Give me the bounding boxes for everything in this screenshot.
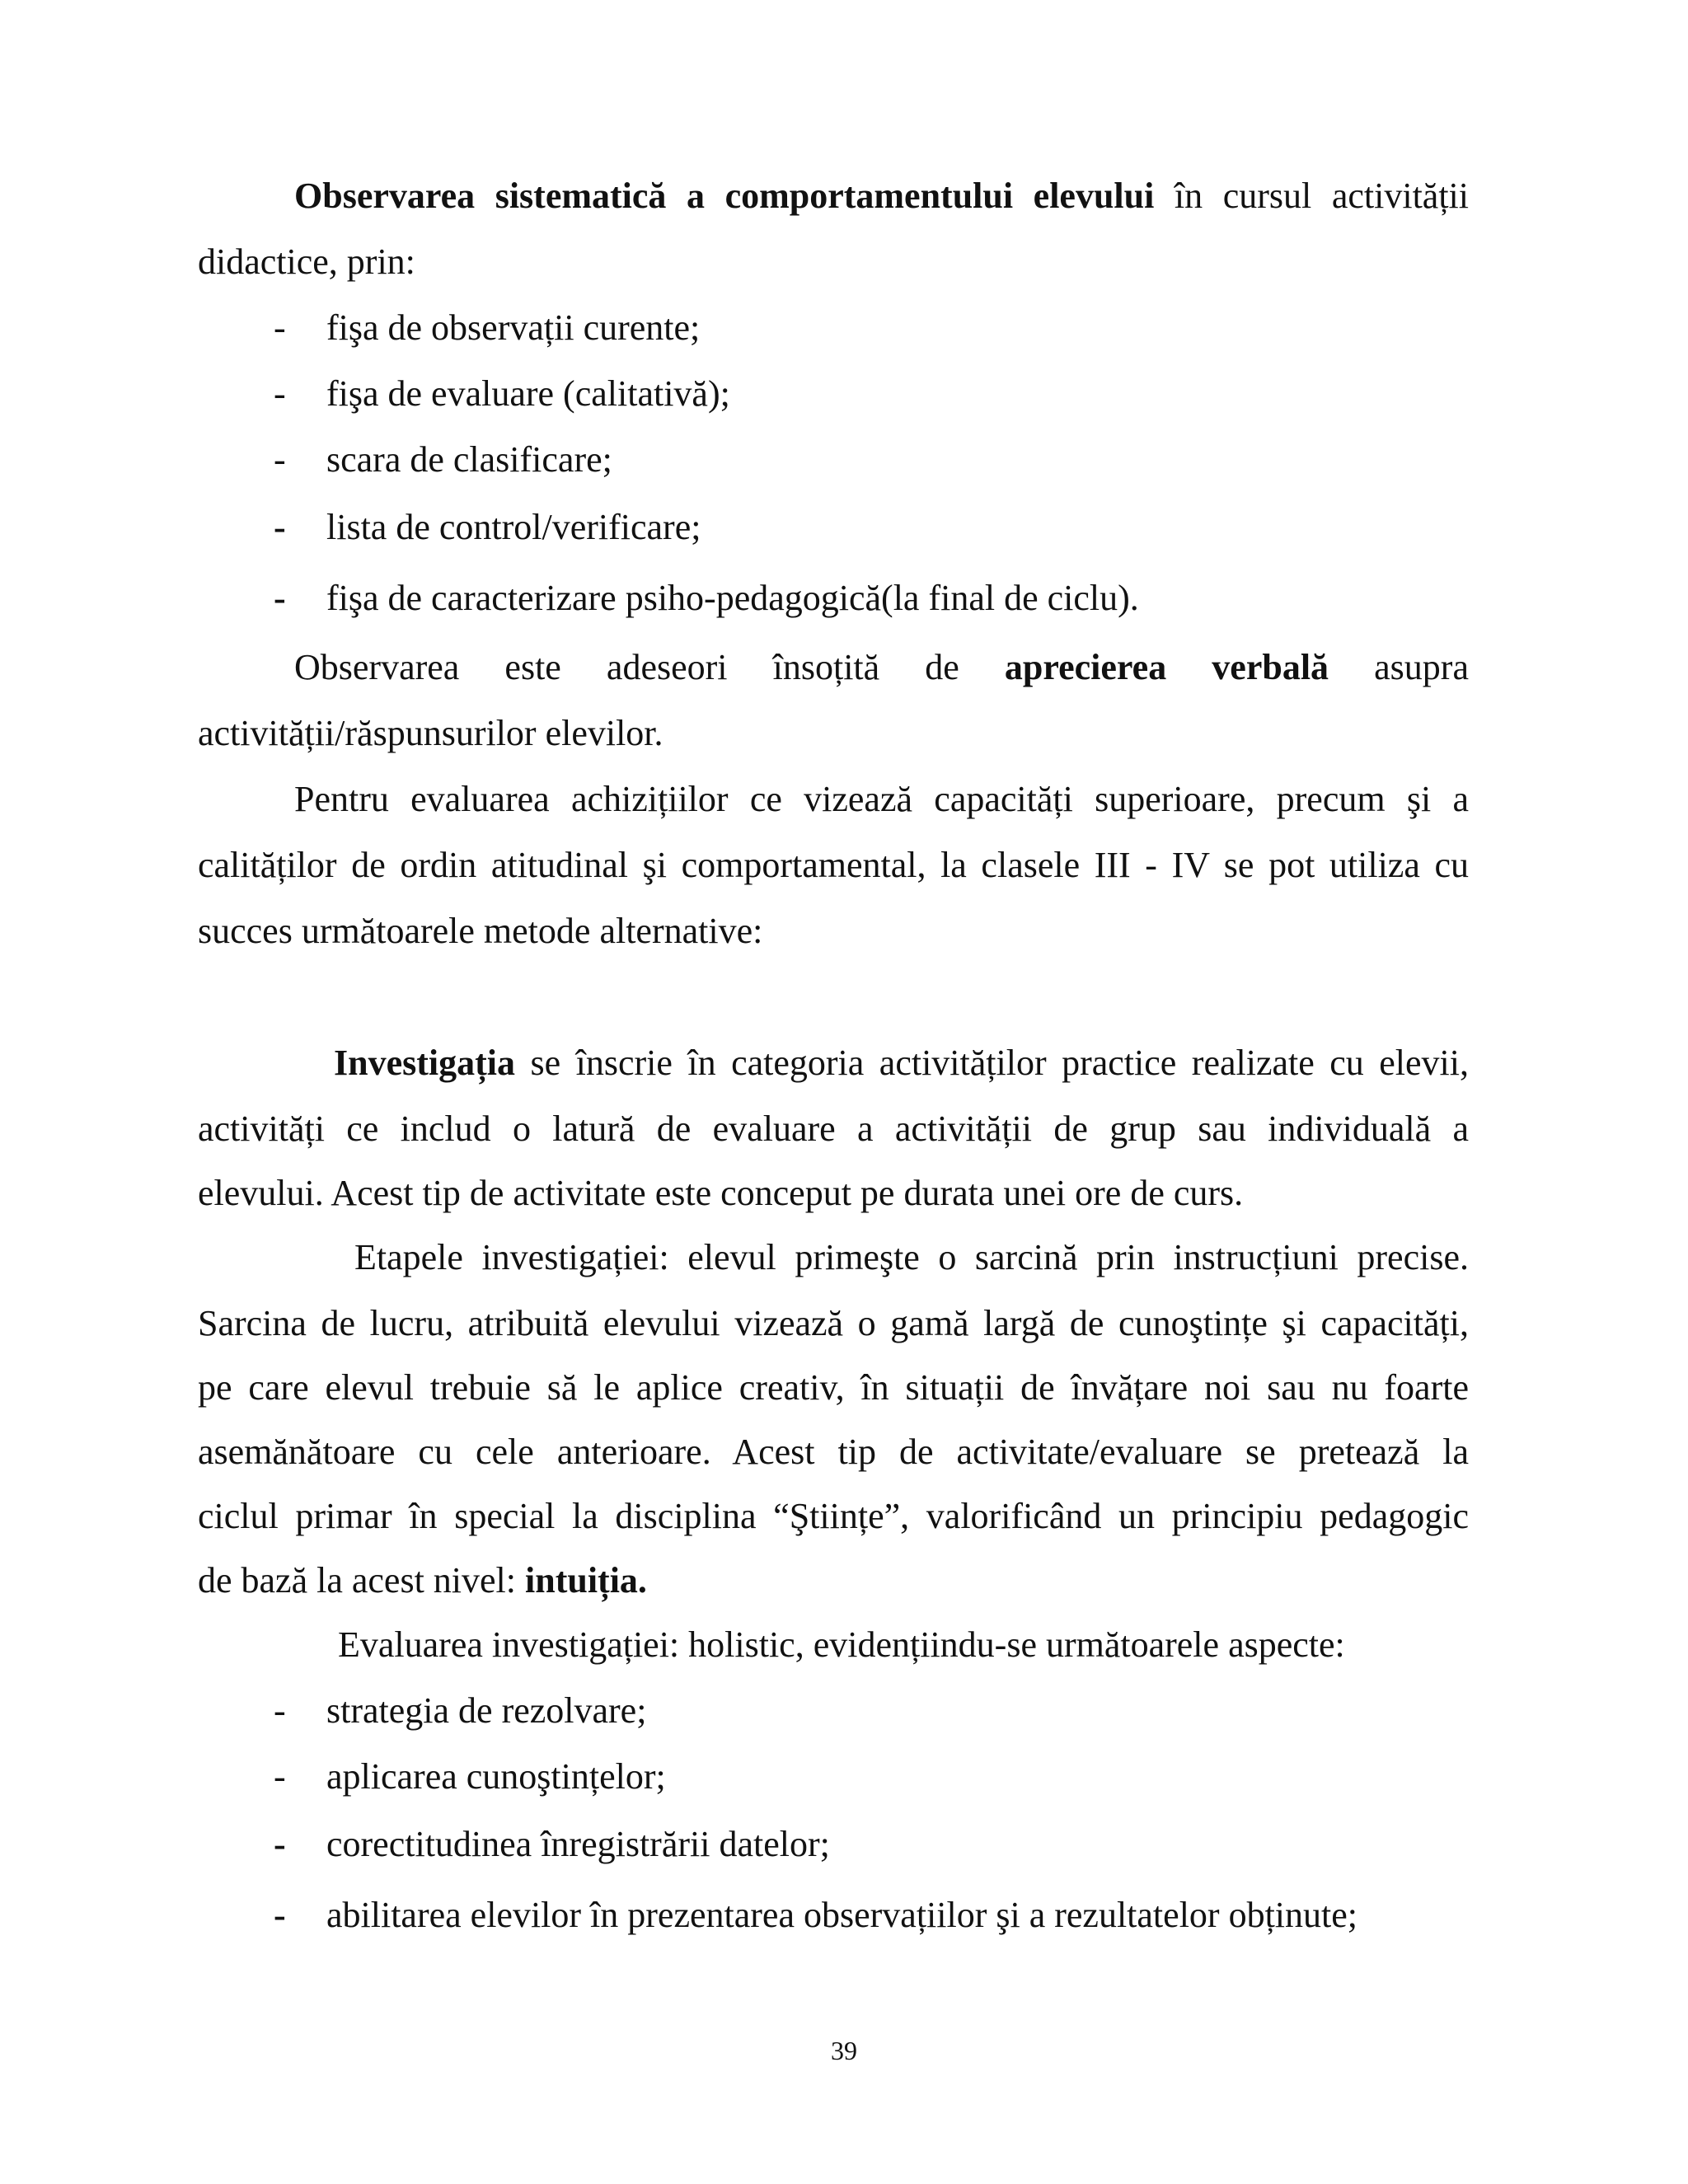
- list-item-text: aplicarea cunoştințelor;: [326, 1756, 666, 1797]
- paragraph-investigation-evaluation: Evaluarea investigației: holistic, evidențiindu-se următoarele aspecte:: [338, 1624, 1345, 1665]
- list-item-text: fişa de evaluare (calitativă);: [326, 373, 730, 414]
- dash-bullet: -: [274, 439, 286, 480]
- bold-term-verbal-appreciation: aprecierea verbală: [1004, 647, 1329, 687]
- text-segment: Observarea este adeseori însoțită de: [294, 647, 1005, 687]
- text-segment: asupra: [1329, 647, 1469, 687]
- page-number: 39: [831, 2036, 857, 2065]
- dash-bullet: -: [274, 1690, 286, 1731]
- bold-term-systematic-observation: Observarea sistematică a comportamentului elevului: [294, 176, 1155, 216]
- dash-bullet: -: [274, 1824, 286, 1864]
- dash-bullet: -: [274, 507, 286, 547]
- list-item-text: fişa de caracterizare psiho-pedagogică(la final de ciclu).: [326, 578, 1139, 618]
- paragraph-line: [198, 1558, 1469, 1604]
- paragraph-investigation: [334, 1040, 1469, 1086]
- text-segment: de bază la acest nivel:: [198, 1560, 526, 1601]
- list-item-text: scara de clasificare;: [326, 439, 612, 480]
- paragraph-line: elevului. Acest tip de activitate este conceput pe durata unei ore de curs.: [198, 1173, 1244, 1213]
- dash-bullet: -: [274, 1895, 286, 1935]
- paragraph-line: activității/răspunsurilor elevilor.: [198, 713, 663, 753]
- paragraph-investigation-stages: Etapele investigației: elevul primeşte o sarcină prin instrucțiuni precise.: [354, 1237, 1469, 1277]
- list-item-text: abilitarea elevilor în prezentarea observațiilor şi a rezultatelor obținute;: [326, 1895, 1357, 1935]
- paragraph-alternative-methods: Pentru evaluarea achizițiilor ce vizează capacități superioare, precum şi a: [294, 779, 1469, 819]
- list-item-text: strategia de rezolvare;: [326, 1690, 647, 1731]
- paragraph-line: activități ce includ o latură de evaluare a activității de grup sau individuală a: [198, 1108, 1469, 1149]
- dash-bullet: -: [274, 307, 286, 348]
- paragraph-line: asemănătoare cu cele anterioare. Acest tip de activitate/evaluare se pretează la: [198, 1432, 1469, 1472]
- paragraph-line: pe care elevul trebuie să le aplice creativ, în situații de învățare noi sau nu foarte: [198, 1367, 1469, 1408]
- text-segment: în cursul activității: [1154, 176, 1469, 216]
- dash-bullet: -: [274, 373, 286, 414]
- paragraph-line: Sarcina de lucru, atribuită elevului vizează o gamă largă de cunoştințe şi capacități,: [198, 1303, 1469, 1343]
- paragraph-line: succes următoarele metode alternative:: [198, 911, 763, 951]
- bold-term-intuition: intuiția.: [525, 1560, 647, 1601]
- dash-bullet: -: [274, 578, 286, 618]
- list-item-text: lista de control/verificare;: [326, 507, 701, 547]
- list-item-text: corectitudinea înregistrării datelor;: [326, 1824, 830, 1864]
- list-item-text: fişa de observații curente;: [326, 307, 701, 348]
- paragraph-line: ciclul primar în special la disciplina “Ştiințe”, valorificând un principiu pedagogic: [198, 1496, 1469, 1536]
- paragraph-verbal-appreciation: [294, 644, 1469, 691]
- paragraph-observation-intro: [294, 173, 1469, 219]
- paragraph-line: didactice, prin:: [198, 241, 415, 282]
- text-segment: se înscrie în categoria activităților practice realizate cu elevii,: [515, 1043, 1469, 1083]
- paragraph-line: calităților de ordin atitudinal şi comportamental, la clasele III - IV se pot utiliza cu: [198, 845, 1469, 885]
- dash-bullet: -: [274, 1756, 286, 1797]
- bold-term-investigation: Investigația: [334, 1043, 515, 1083]
